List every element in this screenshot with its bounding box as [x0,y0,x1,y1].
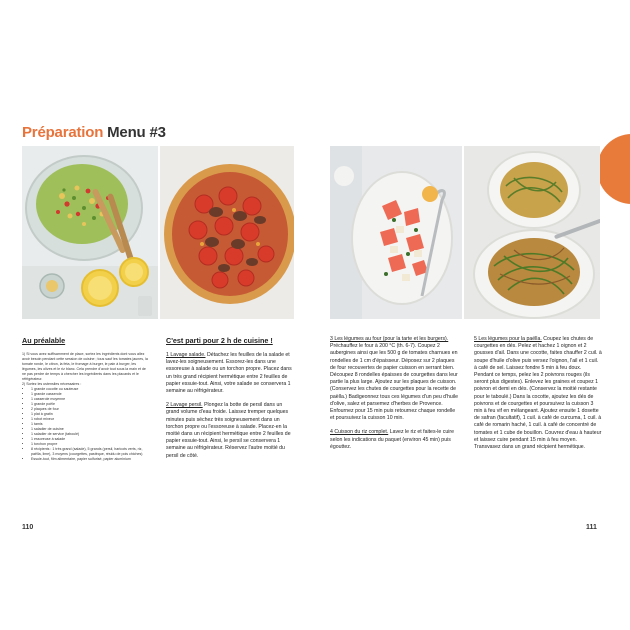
title-preparation: Préparation [22,124,104,141]
list-item: • 1 saladier de cuisine [31,427,150,432]
step-5-lead: 5 Les légumes pour la paëlla. [474,336,542,342]
prerequisites-intro-2: 2) Sortez les ustensiles nécessaires : [22,382,82,386]
list-item: • 2 plaques de four [31,407,150,412]
step-3-lead: 3 Les légumes au four (pour la tarte et les burgers). [330,336,449,342]
column-step-5 [474,336,602,458]
list-item: • Essuie-tout, film alimentaire, papier sulfurisé, papier aluminium [31,457,150,462]
heading-prerequisites: Au préalable [22,336,66,345]
step-5 [474,336,602,451]
step-4-text: Lavez le riz et faites-le cuire selon les indications du paquet (environ 45 min) puis égouttez. [330,429,454,450]
list-item: • 1 grande poêle [31,402,150,407]
column-steps-3-4 [330,336,460,458]
column-steps-1-2 [166,336,294,467]
list-item: • 1 tamis [31,422,150,427]
page-number-right: 111 [586,524,597,531]
page-title [22,124,166,141]
list-item: • 1 grande casserole [31,392,150,397]
section-tab [597,134,630,204]
step-1 [166,352,294,395]
list-item: • 1 robot mixeur [31,417,150,422]
step-4-lead: 4 Cuisson du riz complet. [330,429,389,436]
photo-salad-platter [330,146,462,319]
step-2 [166,402,294,460]
step-2-lead: 2 Lavage persil. [166,402,203,409]
prerequisites-intro-1: 1) Si vous avez suffisamment de place, sortez les ingrédients dont vous allez avoir besoin pendant cette session de cuisine ; tous sauf les tomates jaunes, la tomate ronde, le citron, la feta, le fromage à burger, le pain à burger, les légumes, les olives et le riz blanc. Cela prendre d'avoir tout sous la main et de ne pas perdre de temps à chercher les ingrédients dans les placards et le réfrigérateur. [22,352,148,381]
list-item: • 1 plat à gratin [31,412,150,417]
step-2-text: Plongez la botte de persil dans un grand volume d'eau froide. Laissez tremper quelques minutes puis séchez très soigneusement dans un torchon propre ou l'essoreuse à salade. Placez-en la moitié dans un récipient hermétique entre 2 feuilles de papier essuie-tout. Ainsi, le persil se conservera 1 semaine au réfrigérateur. Réservez l'autre moitié du persil de côté. [166,402,291,459]
title-menu: Menu #3 [107,124,166,141]
photo-spaghetti-bowls [464,146,600,319]
list-item: • 1 saladier de service (taboulé) [31,432,150,437]
page-number-left: 110 [22,524,34,531]
list-item: • 1 casserole moyenne [31,397,150,402]
heading-cooking: C'est parti pour 2 h de cuisine ! [166,336,273,345]
step-3 [330,336,460,422]
list-item: • 1 torchon propre [31,442,150,447]
step-5-text: Coupez les chutes de courgettes en dés. Pelez et hachez 1 oignon et 2 gousses d'ail. Dans une cocotte, faites chauffer 2 cuil. à soupe d'huile d'olive puis versez l'oignon, l'ail et 1 cuil. à café de sel. Laissez fondre 5 min à feu doux. Pendant ce temps, pelez les 2 poivrons rouges (ils seront plus digestes). Enlevez les graines et coupez 1 poivron et demi en dés. (Conservez la moitié restante pour le taboulé.) Dans la cocotte, ajoutez les dés de poivrons et de courgettes et poursuivez la cuisson 3 min à feu vif en mélangeant. Ajoutez ensuite 1 dosette de safran (facultatif), 1 cuil. à café de curcuma, 1 cuil. à café de romarin haché, 1 cuil. à café de concentré de tomates et 1 cube de bouillon. Couvrez d'eau à hauteur et laissez cuire pendant 15 min à feu moyen. Transvasez dans un grand récipient hermétique. [474,336,602,451]
step-4 [330,429,460,451]
utensils-list [22,387,150,462]
list-item: • 1 essoreuse à salade [31,437,150,442]
photo-tomato-tart [160,146,294,319]
prerequisites-body [22,352,150,462]
list-item: • 8 récipients : 1 très grand (salade), 5 grands (persil, haricots verts, riz, paëlla, lime), 3 moyens (courgettes, pastèque, résidu de pois chiches) [31,447,150,457]
step-3-text: Préchauffez le four à 200 °C (th. 6-7). Coupez 2 aubergines ainsi que les 500 g de tomates charnues en rondelles de 1 cm d'épaisseur. Déposez sur 2 plaques de four recouvertes de papier cuisson en serrant bien. Découpez 8 rondelles épaisses de courgettes dans leur partie la plus large. Ajoutez sur les plaques de cuisson. (Conservez les chutes de courgettes pour la recette de paëlla.) Badigeonnez tous ces légumes d'un peu d'huile d'olive, salez et parsemez d'herbes de Provence. Enfournez pour 15 min puis retournez chaque rondelle et poursuivez la cuisson 10 min. [330,343,459,422]
list-item: • 1 grande cocotte ou sauteuse [31,387,150,392]
step-1-lead: 1 Lavage salade. [166,352,206,358]
column-prerequisites [22,336,150,462]
photo-tabouleh [22,146,158,319]
step-1-text: Détachez les feuilles de la salade et lavez-les soigneusement. Essorez-les dans une essoreuse à salade ou un torchon propre. Placez dans un très grand récipient hermétique entre 2 feuilles de papier essuie-tout. Ainsi, votre salade se conservera 1 semaine au réfrigérateur. [166,352,292,395]
